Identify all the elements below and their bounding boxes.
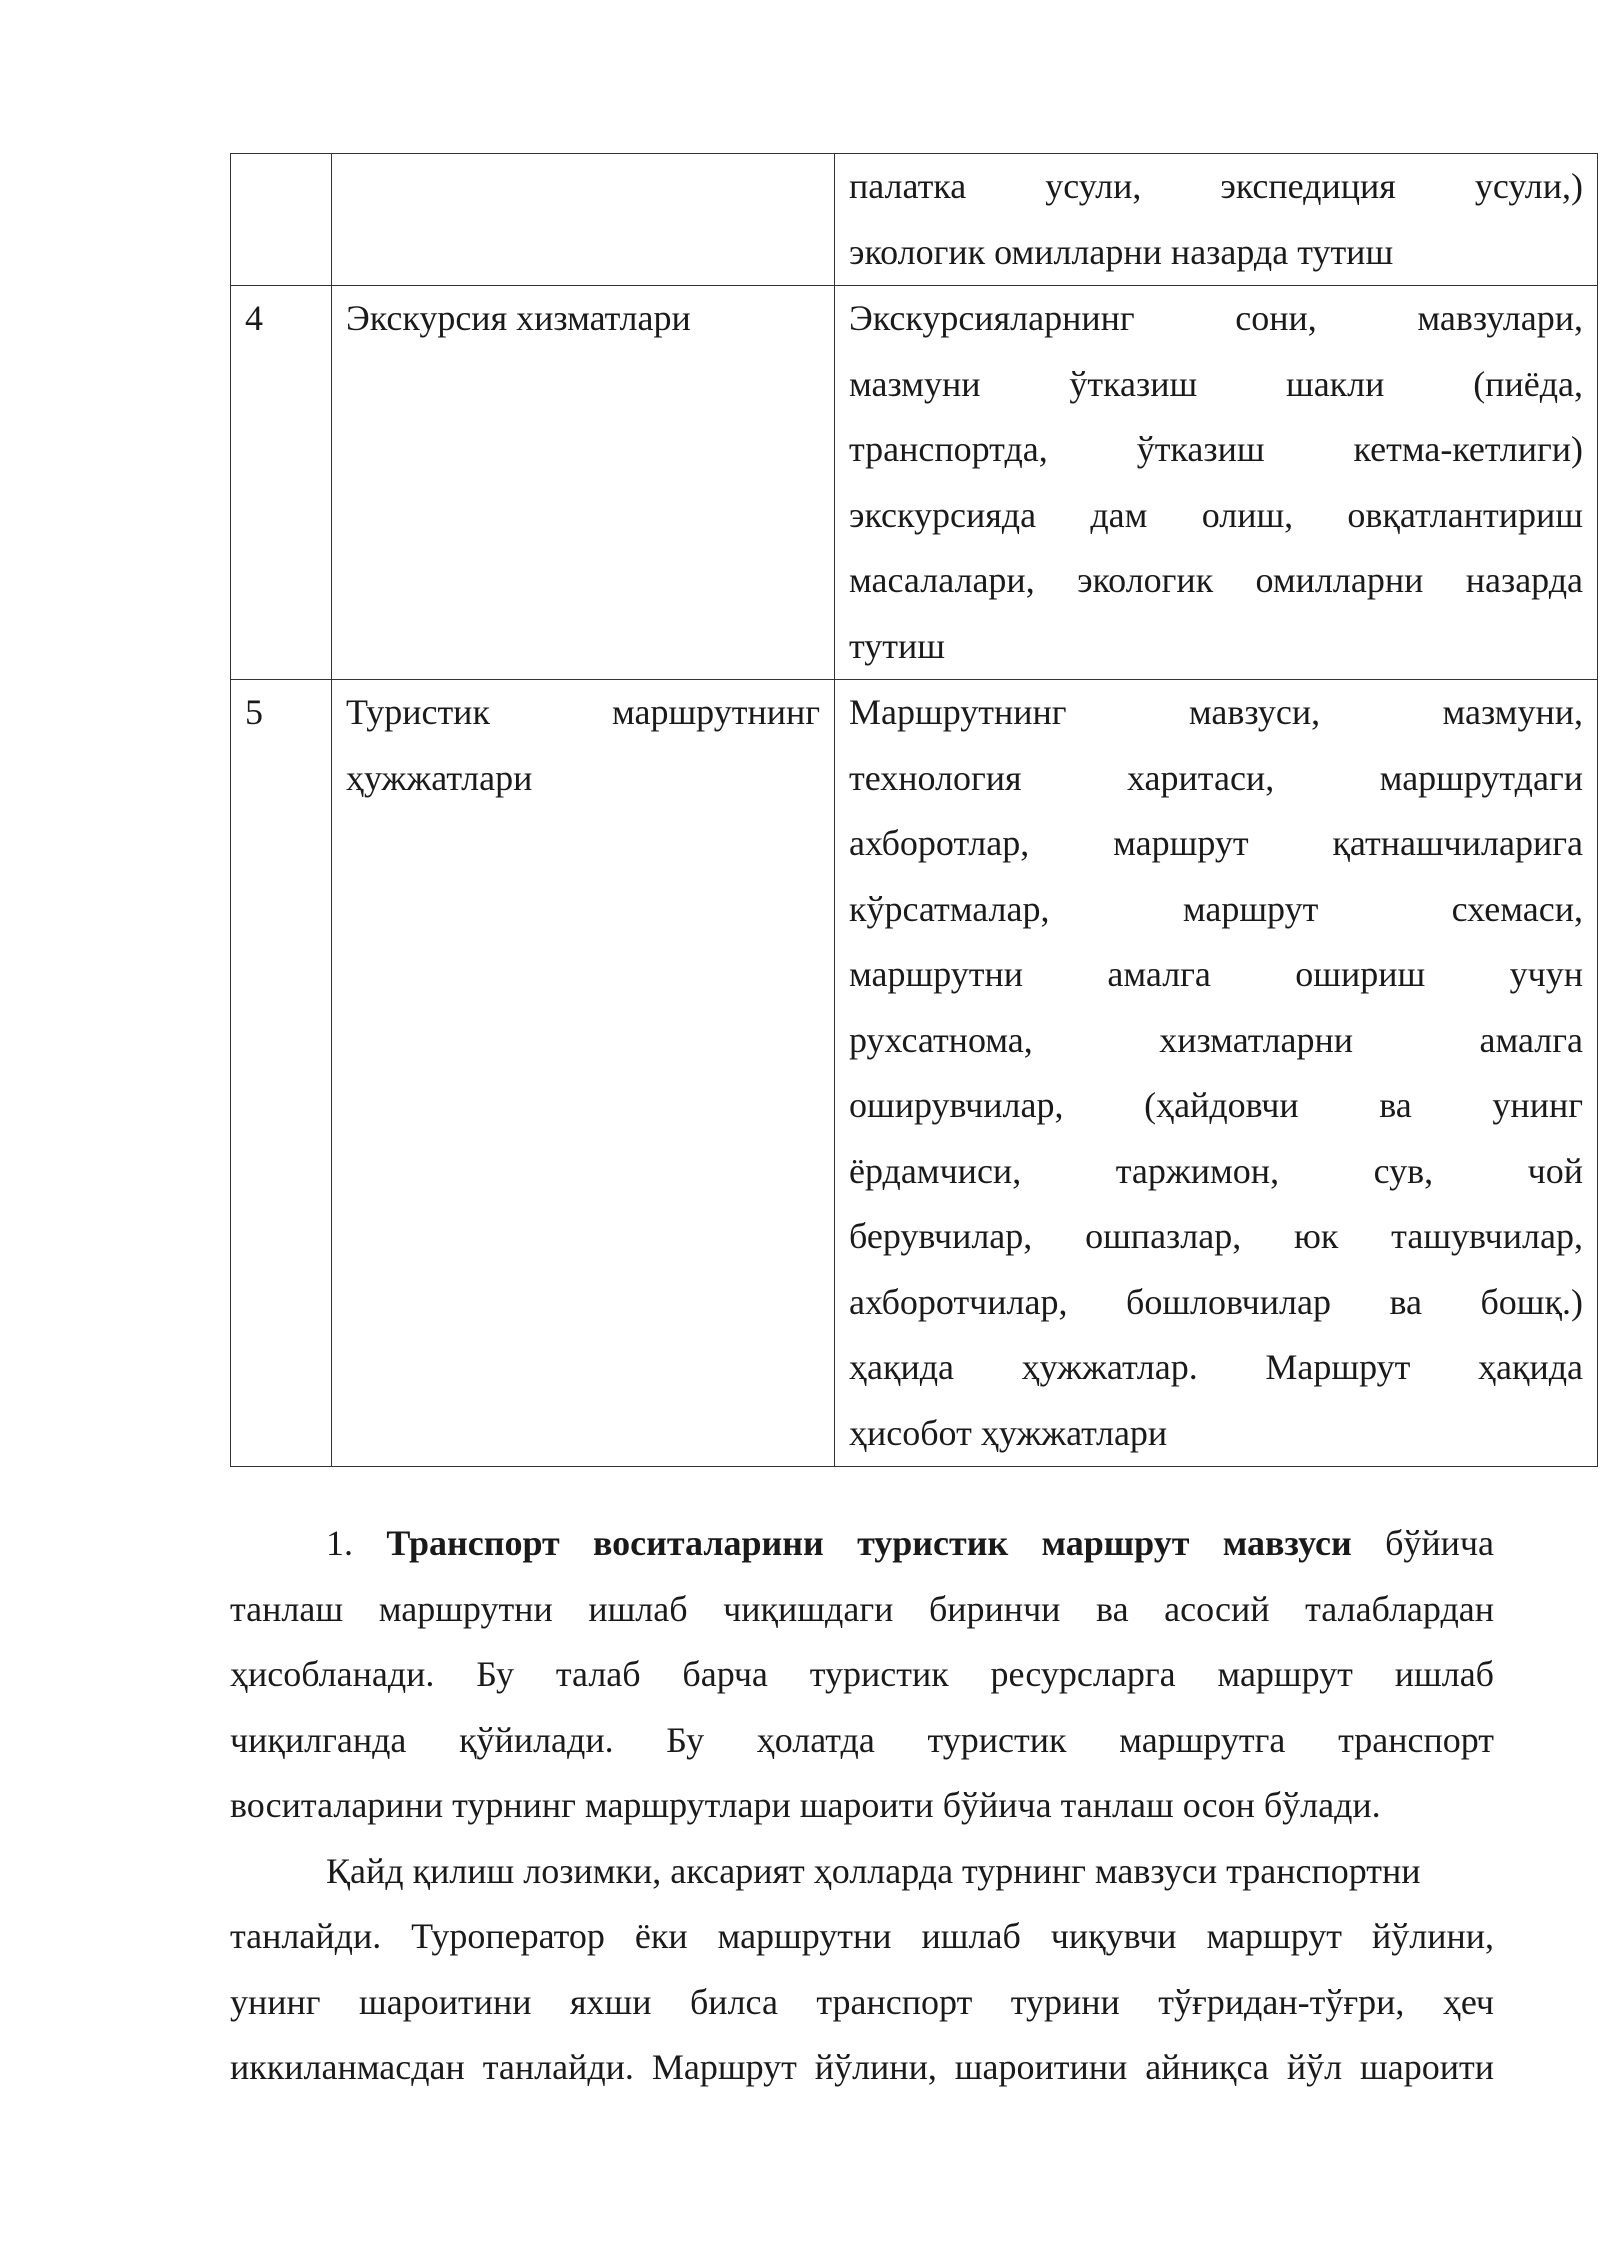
cell-line: маршрутни амалга ошириш учун xyxy=(849,954,1583,994)
paragraph-2 xyxy=(230,1839,1494,2101)
bold-heading-text: Транспорт воситаларини туристик маршрут мавзуси xyxy=(386,1523,1352,1563)
description-cell xyxy=(835,286,1598,680)
cell-line: берувчилар, ошпазлар, юк ташувчилар, xyxy=(849,1216,1583,1256)
paragraph-2-line: иккиланмасдан танлайди. Маршрут йўлини, шароитини айниқса йўл шароити xyxy=(230,2047,1494,2087)
paragraph-1-line: воситаларини турнинг маршрутлари шароити бўйича танлаш осон бўлади. xyxy=(230,1785,1381,1825)
cell-line: ҳисобот ҳужжатлари xyxy=(849,1412,1168,1453)
routes-table xyxy=(230,153,1598,1467)
cell-line: ҳужжатлари xyxy=(346,757,533,798)
cell-line: ахборотлар, маршрут қатнашчиларига xyxy=(849,823,1583,863)
cell-line: тутиш xyxy=(849,625,945,666)
cell-line: оширувчилар, (ҳайдовчи ва унинг xyxy=(849,1085,1583,1125)
paragraph-1 xyxy=(230,1511,1494,1839)
paragraph-2-line: танлайди. Туроператор ёки маршрутни ишлаб чиқувчи маршрут йўлини, xyxy=(230,1916,1494,1956)
cell-line: транспортда, ўтказиш кетма-кетлиги) xyxy=(849,429,1583,469)
cell-line: палатка усули, экспедиция усули,) xyxy=(849,166,1583,206)
cell-line: ёрдамчиси, таржимон, сув, чой xyxy=(849,1150,1583,1191)
cell-line: экологик омилларни назарда тутиш xyxy=(849,231,1394,272)
cell-line: Экскурсия хизматлари xyxy=(346,298,691,338)
cell-line: масалалари, экологик омилларни назарда xyxy=(849,560,1583,600)
service-name-cell xyxy=(332,680,835,1467)
cell-line: технология харитаси, маршрутдаги xyxy=(849,757,1583,798)
cell-line: кўрсатмалар, маршрут схемаси, xyxy=(849,888,1583,929)
table-row xyxy=(231,154,1598,286)
cell-line: ахборотчилар, бошловчилар ва бошқ.) xyxy=(849,1281,1583,1322)
row-number-cell: 4 xyxy=(231,286,332,680)
cell-line: рухсатнома, хизматларни амалга xyxy=(849,1019,1583,1060)
table-row xyxy=(231,286,1598,680)
paragraph-1-line: танлаш маршрутни ишлаб чиқишдаги биринчи ва асосий талаблардан xyxy=(230,1588,1494,1629)
row-number-cell xyxy=(231,154,332,286)
description-cell xyxy=(835,154,1598,286)
cell-line: мазмуни ўтказиш шакли (пиёда, xyxy=(849,363,1583,404)
service-name-cell xyxy=(332,154,835,286)
paragraph-text: бўйича xyxy=(1385,1523,1495,1563)
cell-line: Экскурсияларнинг сони, мавзулари, xyxy=(849,298,1583,338)
cell-line: Маршрутнинг мавзуси, мазмуни, xyxy=(849,692,1583,732)
cell-line: Туристик маршрутнинг xyxy=(346,692,820,732)
document-page xyxy=(230,153,1583,2101)
paragraph-1-line: ҳисобланади. Бу талаб барча туристик ресурсларга маршрут ишлаб xyxy=(230,1654,1494,1694)
table-row xyxy=(231,680,1598,1467)
cell-line: ҳақида ҳужжатлар. Маршрут ҳақида xyxy=(849,1347,1583,1387)
row-number-cell: 5 xyxy=(231,680,332,1467)
cell-line: экскурсияда дам олиш, овқатлантириш xyxy=(849,494,1583,535)
paragraph-1-line xyxy=(230,1511,1494,1577)
description-cell xyxy=(835,680,1598,1467)
list-number: 1. xyxy=(326,1523,353,1563)
paragraph-2-line: Қайд қилиш лозимки, аксарият ҳолларда турнинг мавзуси транспортни xyxy=(326,1850,1421,1891)
paragraph-1-line: чиқилганда қўйилади. Бу ҳолатда туристик маршрутга транспорт xyxy=(230,1719,1494,1760)
paragraph-2-line: унинг шароитини яхши билса транспорт турини тўғридан-тўғри, ҳеч xyxy=(230,1981,1494,2022)
service-name-cell xyxy=(332,286,835,680)
